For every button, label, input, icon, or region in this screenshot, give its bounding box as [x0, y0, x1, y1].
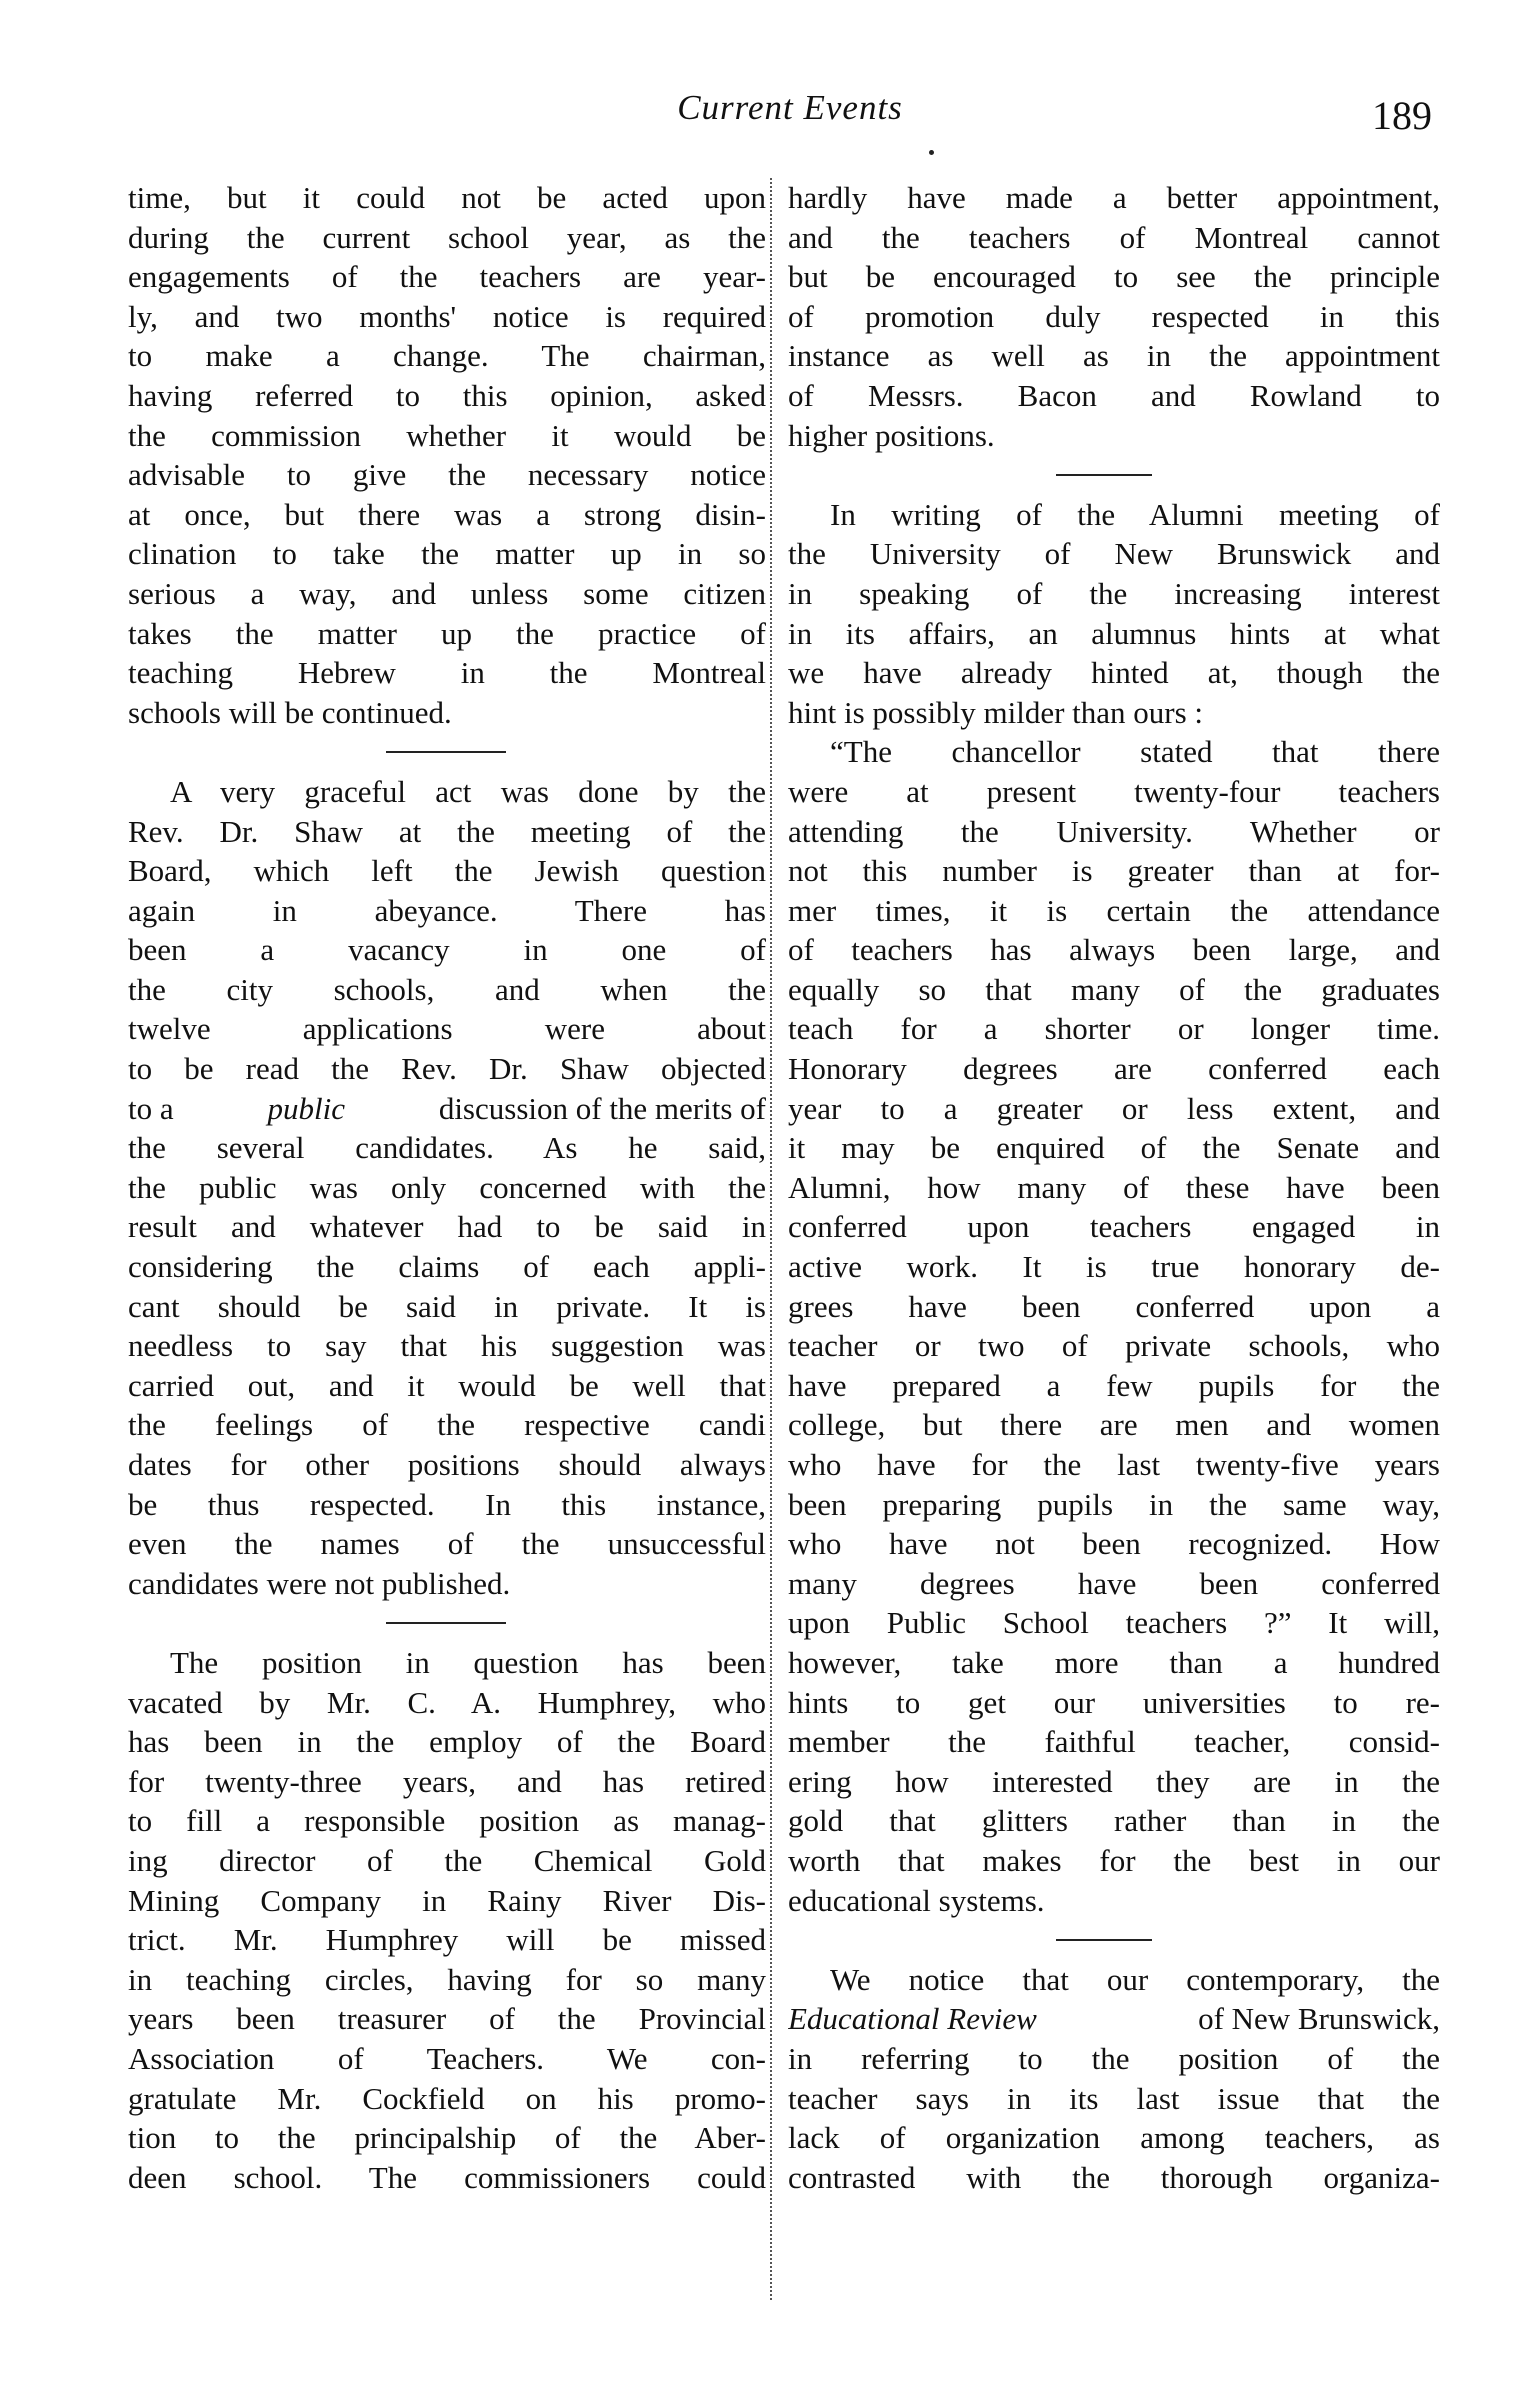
text-line: carried out, and it would be well that [128, 1367, 766, 1403]
text-line: the public was only concerned with the [128, 1169, 766, 1205]
text-line: has been in the employ of the Board [128, 1724, 766, 1760]
text-line: in teaching circles, having for so many [128, 1961, 766, 1997]
text-line: dates for other positions should always [128, 1447, 766, 1482]
text-line: hint is possibly milder than ours : [788, 694, 1204, 730]
text-line: Rev. Dr. Shaw at the meeting of the [128, 813, 766, 849]
text-line: however, take more than a hundred [788, 1644, 1440, 1680]
text-line: to fill a responsible position as manag- [128, 1803, 766, 1839]
left-column [128, 178, 766, 2197]
right-column [788, 178, 1440, 2197]
text-line: at once, but there was a strong disin- [128, 496, 766, 532]
text-line: but be encouraged to see the principle [788, 259, 1440, 295]
text-line: it may be enquired of the Senate and [788, 1130, 1440, 1166]
text-line: having referred to this opinion, asked [128, 377, 766, 413]
header-dot-ornament [929, 150, 934, 155]
text-line: educational systems. [788, 1882, 1045, 1918]
text-line: needless to say that his suggestion was [128, 1328, 766, 1364]
text-line: have prepared a few pupils for the [788, 1367, 1440, 1403]
paragraph-first-line: In writing of the Alumni meeting of [830, 496, 1440, 532]
text-line: the feelings of the respective candi [128, 1407, 766, 1443]
text-line: many degrees have been conferred [788, 1565, 1440, 1601]
text-line: years been treasurer of the Provincial [128, 2001, 766, 2037]
italic-text: Educational Review [788, 2001, 1037, 2037]
text-line: equally so that many of the graduates [788, 971, 1440, 1007]
section-separator [128, 1603, 766, 1643]
text-line: not this number is greater than at for- [788, 853, 1440, 889]
text-line: result and whatever had to be said in [128, 1209, 766, 1245]
text-line: serious a way, and unless some citizen [128, 575, 766, 611]
text-line: Mining Company in Rainy River Dis- [128, 1882, 766, 1918]
text-line: contrasted with the thorough organiza- [788, 2159, 1440, 2195]
text-line: advisable to give the necessary notice [128, 457, 766, 493]
text-line: we have already hinted at, though the [788, 655, 1440, 691]
text-line: in speaking of the increasing interest [788, 575, 1440, 611]
text-line: in its affairs, an alumnus hints at what [788, 615, 1440, 651]
text-line: to be read the Rev. Dr. Shaw objected [128, 1051, 766, 1087]
text-segment: of New Brunswick, [1198, 2001, 1440, 2037]
text-line: teacher says in its last issue that the [788, 2080, 1440, 2116]
text-line: takes the matter up the practice of [128, 615, 766, 651]
text-line: instance as well as in the appointment [788, 338, 1440, 374]
section-separator [128, 732, 766, 772]
text-line: college, but there are men and women [788, 1407, 1440, 1443]
text-line: Board, which left the Jewish question [128, 853, 766, 889]
text-line: of teachers has always been large, and [788, 932, 1440, 968]
text-line: during the current school year, as the [128, 219, 766, 255]
text-line: and the teachers of Montreal cannot [788, 219, 1440, 255]
text-line: engagements of the teachers are year- [128, 259, 766, 295]
text-line: of Messrs. Bacon and Rowland to [788, 377, 1440, 413]
italic-text: public [267, 1090, 345, 1126]
text-line: higher positions. [788, 417, 995, 453]
text-line: clination to take the matter up in so [128, 536, 766, 572]
text-line: deen school. The commissioners could [128, 2159, 766, 2195]
text-line: the commission whether it would be [128, 417, 766, 453]
text-line: twelve applications were about [128, 1011, 766, 1047]
text-line: time, but it could not be acted upon [128, 180, 766, 215]
text-line: Association of Teachers. We con- [128, 2040, 766, 2076]
text-line: worth that makes for the best in our [788, 1842, 1440, 1878]
text-line: ering how interested they are in the [788, 1763, 1440, 1799]
text-line: the city schools, and when the [128, 971, 766, 1007]
text-line: Honorary degrees are conferred each [788, 1051, 1440, 1087]
text-line: of promotion duly respected in this [788, 298, 1440, 334]
text-line: who have not been recognized. How [788, 1526, 1440, 1562]
paragraph-first-line: A very graceful act was done by the [170, 773, 766, 809]
paragraph-first-line: We notice that our contemporary, the [830, 1961, 1440, 1997]
text-line: been preparing pupils in the same way, [788, 1486, 1440, 1522]
text-line: cant should be said in private. It is [128, 1288, 766, 1324]
running-head-title: Current Events [677, 88, 903, 127]
text-line: teacher or two of private schools, who [788, 1328, 1440, 1364]
text-line: to make a change. The chairman, [128, 338, 766, 374]
quote-first-line: “The chancellor stated that there [830, 734, 1440, 770]
text-line-mixed [128, 1089, 766, 1129]
text-line: candidates were not published. [128, 1565, 511, 1601]
text-line: attending the University. Whether or [788, 813, 1440, 849]
text-line: considering the claims of each appli- [128, 1249, 766, 1285]
text-line-mixed [788, 1999, 1440, 2039]
text-line: hardly have made a better appointment, [788, 180, 1440, 215]
column-divider [770, 178, 772, 2300]
text-line: been a vacancy in one of [128, 932, 766, 968]
text-segment: discussion of the merits of [438, 1090, 766, 1126]
text-line: grees have been conferred upon a [788, 1288, 1440, 1324]
page-number: 189 [1372, 93, 1432, 138]
text-line: ly, and two months' notice is required [128, 298, 766, 334]
text-line: vacated by Mr. C. A. Humphrey, who [128, 1684, 766, 1720]
text-line: be thus respected. In this instance, [128, 1486, 766, 1522]
text-line: the several candidates. As he said, [128, 1130, 766, 1166]
section-separator [788, 455, 1440, 495]
text-line: mer times, it is certain the attendance [788, 892, 1440, 928]
text-line: teaching Hebrew in the Montreal [128, 655, 766, 691]
text-line: the University of New Brunswick and [788, 536, 1440, 572]
text-line: were at present twenty-four teachers [788, 773, 1440, 809]
text-line: trict. Mr. Humphrey will be missed [128, 1922, 766, 1958]
text-line: schools will be continued. [128, 694, 452, 730]
text-line: who have for the last twenty-five years [788, 1447, 1440, 1482]
text-line: for twenty-three years, and has retired [128, 1763, 766, 1799]
text-line: teach for a shorter or longer time. [788, 1011, 1440, 1047]
text-line: gratulate Mr. Cockfield on his promo- [128, 2080, 766, 2116]
text-line: upon Public School teachers ?” It will, [788, 1605, 1440, 1641]
text-line: even the names of the unsuccessful [128, 1526, 766, 1562]
text-line: year to a greater or less extent, and [788, 1090, 1440, 1126]
text-line: member the faithful teacher, consid- [788, 1724, 1440, 1760]
text-line: tion to the principalship of the Aber- [128, 2120, 766, 2156]
text-line: ing director of the Chemical Gold [128, 1842, 766, 1878]
text-line: in referring to the position of the [788, 2040, 1440, 2076]
text-segment: to a [128, 1090, 174, 1126]
section-separator [788, 1920, 1440, 1960]
paragraph-first-line: The position in question has been [170, 1644, 766, 1680]
text-line: Alumni, how many of these have been [788, 1169, 1440, 1205]
text-line: again in abeyance. There has [128, 892, 766, 928]
text-line: hints to get our universities to re- [788, 1684, 1440, 1720]
text-line: active work. It is true honorary de- [788, 1249, 1440, 1285]
text-line: conferred upon teachers engaged in [788, 1209, 1440, 1245]
text-line: gold that glitters rather than in the [788, 1803, 1440, 1839]
text-line: lack of organization among teachers, as [788, 2120, 1440, 2156]
